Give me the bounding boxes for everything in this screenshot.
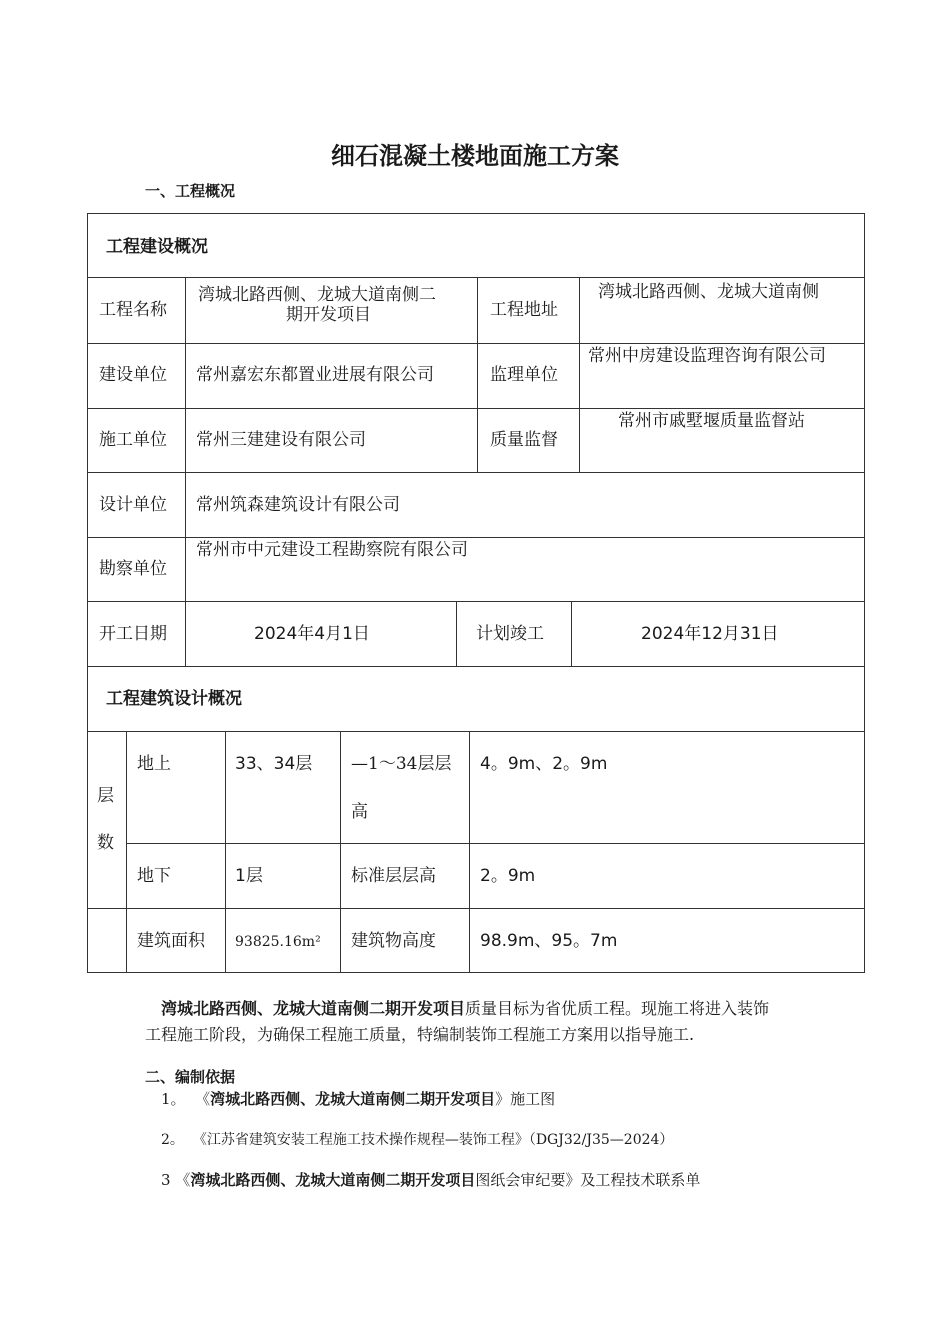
basis-item-2: 2。 《江苏省建筑安装工程施工技术操作规程—装饰工程》（DGJ32/J35—2024） — [161, 1132, 674, 1148]
section-1-heading: 一、工程概况 — [145, 182, 236, 200]
project-name-line2: 期开发项目 — [286, 305, 371, 325]
building-height-label: 建筑物高度 — [351, 931, 436, 951]
floors-label-1: 层 — [97, 786, 114, 806]
section-2-heading: 二、编制依据 — [145, 1068, 236, 1086]
finish-date-value: 2024年12月31日 — [641, 624, 779, 644]
basis-item-3: 3 《湾城北路西侧、龙城大道南侧二期开发项目图纸会审纪要》及工程技术联系单 — [161, 1171, 701, 1189]
area-label: 建筑面积 — [137, 931, 205, 951]
contractor-value: 常州三建建设有限公司 — [196, 430, 366, 450]
basis-2-num: 2。 — [161, 1132, 184, 1148]
start-date-value: 2024年4月1日 — [254, 624, 370, 644]
below-ground-value: 1层 — [235, 866, 263, 886]
basis-3-bold: 湾城北路西侧、龙城大道南侧二期开发项目 — [190, 1171, 476, 1189]
std-height-label: 标准层层高 — [351, 866, 436, 886]
height-value: 4。9m、2。9m — [480, 754, 608, 774]
quality-label: 质量监督 — [490, 430, 558, 450]
below-ground-label: 地下 — [137, 866, 171, 886]
design-header: 工程建筑设计概况 — [106, 689, 242, 709]
building-height-value: 98.9m、95。7m — [480, 931, 618, 951]
std-height-value: 2。9m — [480, 866, 536, 886]
supervisor-value: 常州中房建设监理咨询有限公司 — [588, 346, 826, 366]
builder-value: 常州嘉宏东都置业进展有限公司 — [196, 365, 434, 385]
project-address-label: 工程地址 — [490, 300, 558, 320]
intro-text-1: 质量目标为省优质工程。现施工将进入装饰 — [465, 999, 770, 1018]
project-name-line1: 湾城北路西侧、龙城大道南侧二 — [198, 285, 436, 305]
intro-line-2: 工程施工阶段，为确保工程施工质量，特编制装饰工程施工方案用以指导施工. — [145, 1025, 695, 1044]
survey-label: 勘察单位 — [99, 559, 167, 579]
contractor-label: 施工单位 — [99, 430, 167, 450]
table-border — [87, 213, 865, 973]
project-address: 湾城北路西侧、龙城大道南侧 — [598, 282, 819, 302]
document-title: 细石混凝土楼地面施工方案 — [331, 142, 619, 170]
basis-1-num: 1。 — [161, 1090, 186, 1108]
overview-header: 工程建设概况 — [106, 237, 208, 257]
above-ground-label: 地上 — [137, 754, 171, 774]
height-label-line1: —1～34层层 — [351, 754, 452, 774]
height-label-line2: 高 — [351, 802, 368, 822]
basis-3-num: 3 — [161, 1171, 171, 1189]
floors-label-2: 数 — [97, 833, 114, 853]
supervisor-label: 监理单位 — [490, 365, 558, 385]
designer-value: 常州筑森建筑设计有限公司 — [196, 495, 400, 515]
intro-project-name: 湾城北路西侧、龙城大道南侧二期开发项目 — [161, 999, 466, 1018]
basis-1-bold: 湾城北路西侧、龙城大道南侧二期开发项目 — [210, 1090, 496, 1108]
builder-label: 建设单位 — [99, 365, 167, 385]
above-ground-value: 33、34层 — [235, 754, 313, 774]
basis-item-1: 1。 《湾城北路西侧、龙城大道南侧二期开发项目》施工图 — [161, 1090, 556, 1108]
finish-date-label: 计划竣工 — [476, 624, 544, 644]
area-value: 93825.16m² — [235, 934, 321, 950]
designer-label: 设计单位 — [99, 495, 167, 515]
project-name-label: 工程名称 — [99, 300, 167, 320]
survey-value: 常州市中元建设工程勘察院有限公司 — [196, 540, 468, 560]
intro-line-1 — [161, 995, 769, 1023]
start-date-label: 开工日期 — [99, 624, 167, 644]
quality-value: 常州市戚墅堰质量监督站 — [618, 411, 805, 431]
